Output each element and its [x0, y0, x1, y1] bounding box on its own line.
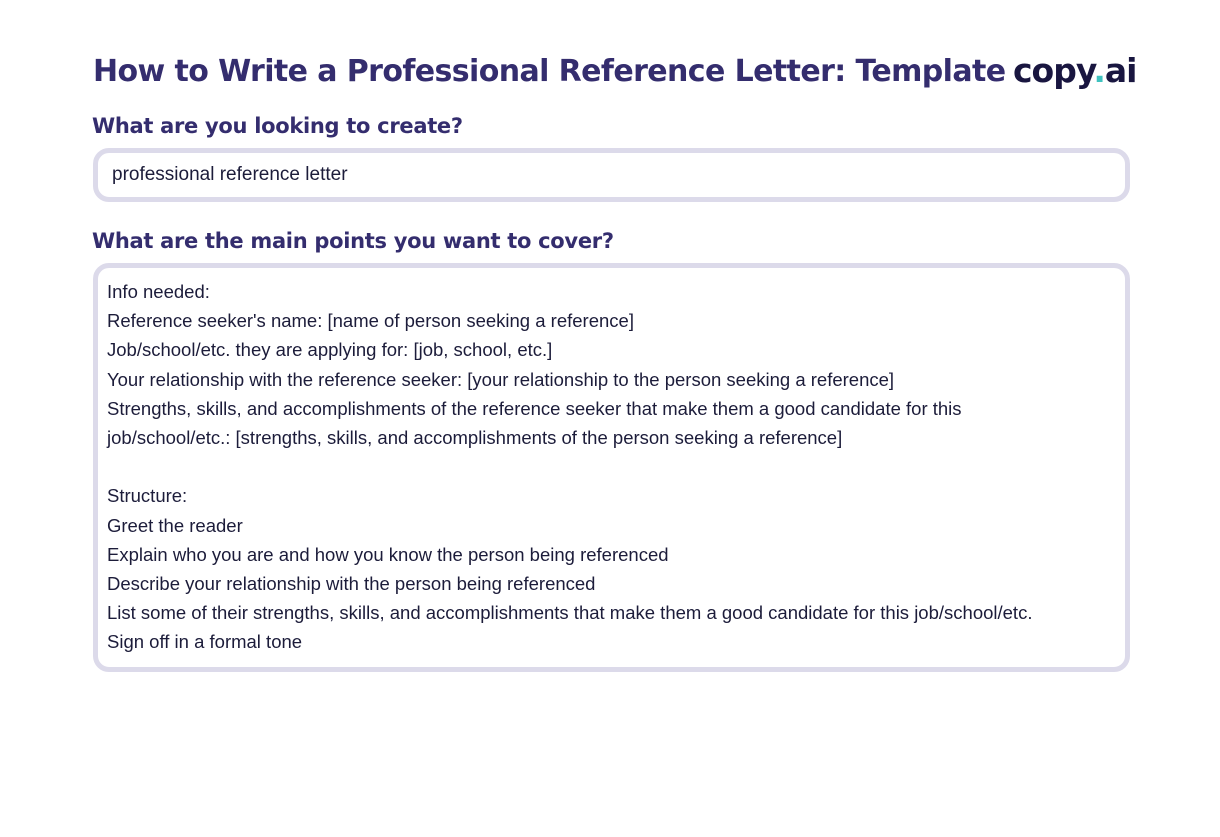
logo-dot: .	[1093, 51, 1105, 90]
points-line: Structure:	[107, 485, 188, 507]
page-title: How to Write a Professional Reference Letter: Template	[93, 54, 1006, 89]
points-line: Sign off in a formal tone	[107, 631, 303, 653]
copy-ai-logo	[1013, 49, 1136, 93]
points-line: Explain who you are and how you know the person being referenced	[107, 543, 669, 565]
points-line: Strengths, skills, and accomplishments of the reference seeker that make them a good candidate for this	[107, 397, 962, 419]
points-line: Your relationship with the reference seeker: [your relationship to the person seeking a reference]	[107, 368, 895, 390]
points-line: Describe your relationship with the person being referenced	[107, 572, 596, 594]
points-label: What are the main points you want to cover?	[92, 229, 614, 253]
points-line: List some of their strengths, skills, and accomplishments that make them a good candidate for this job/school/etc.	[107, 602, 1033, 624]
create-input[interactable]: professional reference letter	[93, 148, 1130, 202]
points-line: job/school/etc.: [strengths, skills, and accomplishments of the person seeking a reference]	[107, 426, 843, 448]
points-line: Reference seeker's name: [name of person seeking a reference]	[107, 310, 634, 332]
points-line: Greet the reader	[107, 514, 243, 536]
points-line: Job/school/etc. they are applying for: [job, school, etc.]	[107, 339, 553, 361]
points-line: Info needed:	[107, 281, 210, 302]
logo-text-suffix: ai	[1104, 51, 1137, 90]
create-label: What are you looking to create?	[92, 114, 463, 138]
points-textarea[interactable]	[93, 263, 1130, 672]
blank-line	[107, 452, 1116, 481]
logo-text-main: copy	[1013, 51, 1094, 90]
